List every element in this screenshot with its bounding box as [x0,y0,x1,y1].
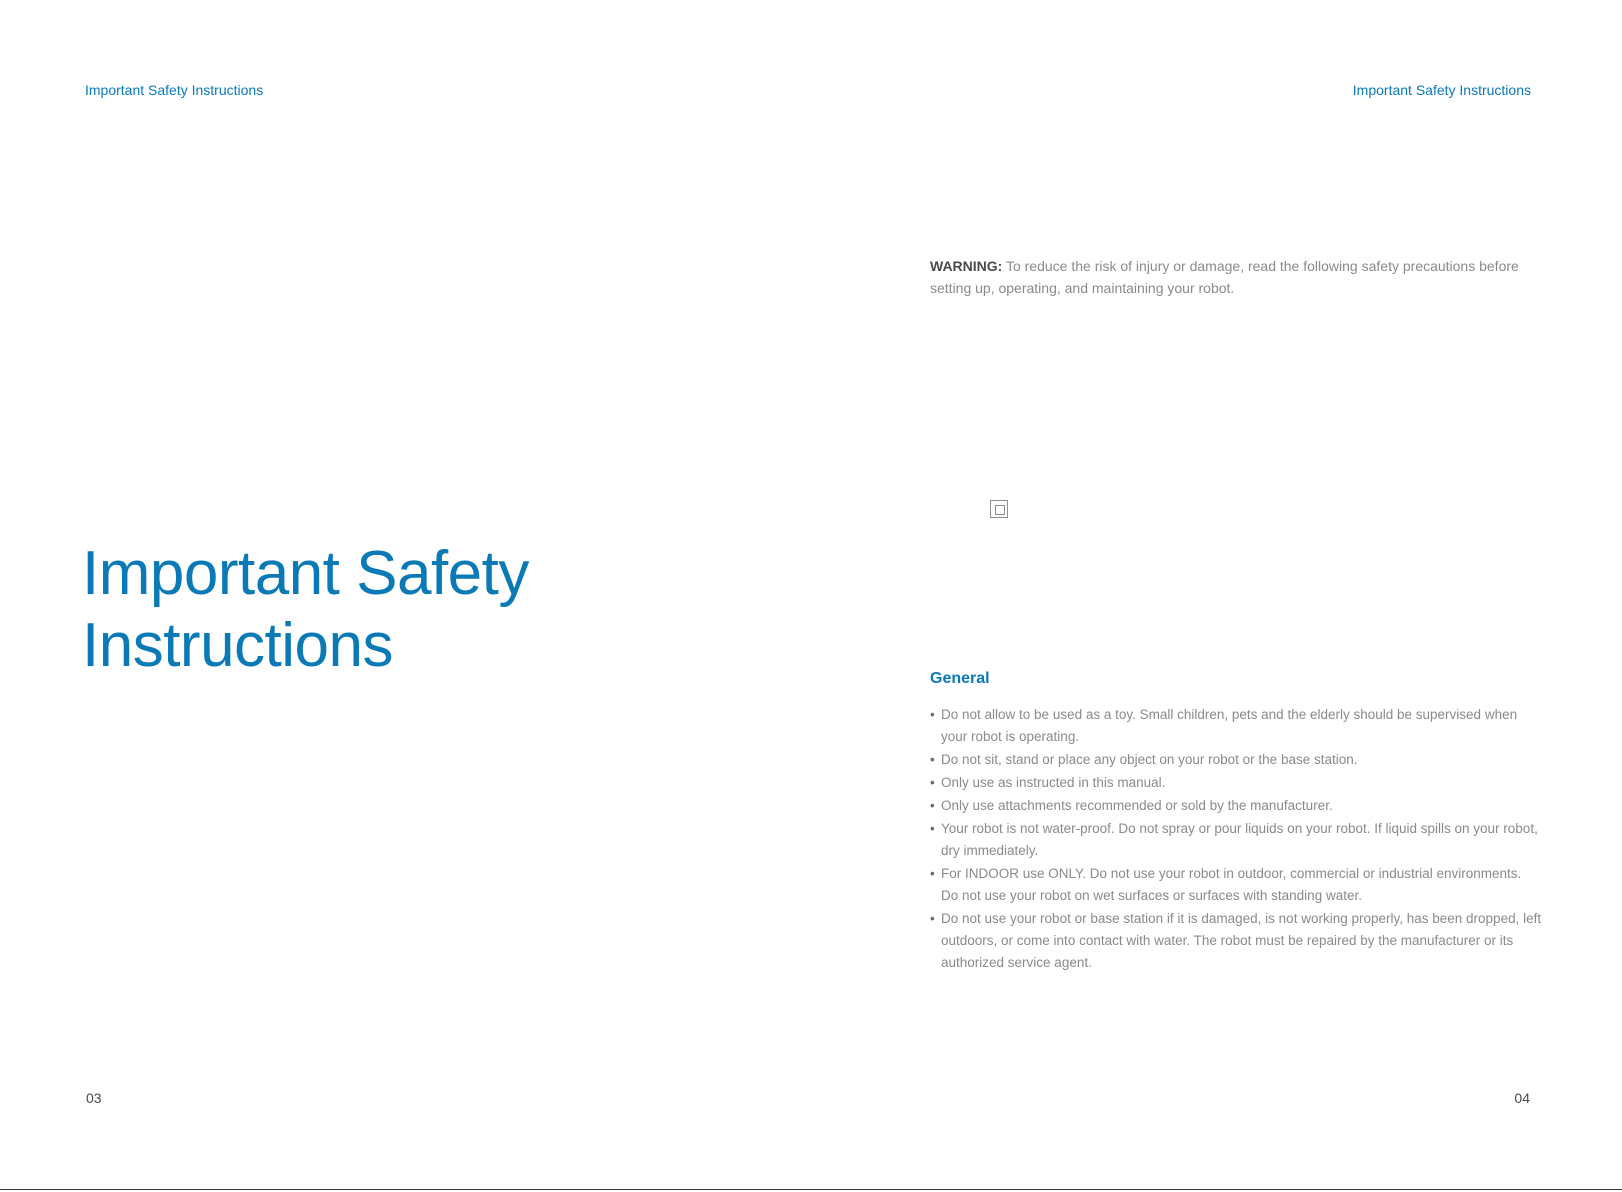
rule-item [930,704,1542,748]
bullet-icon: • [930,707,935,722]
rule-item [930,795,1542,817]
rule-item [930,818,1542,862]
right-page-number: 04 [1514,1090,1530,1106]
bullet-icon: • [930,866,935,881]
left-page-number: 03 [86,1090,102,1106]
rule-item [930,772,1542,794]
rule-item [930,908,1542,974]
section-title-general: General [930,670,990,687]
warning-paragraph [930,255,1530,299]
rule-text: Do not allow to be used as a toy. Small children, pets and the elderly should be supervised when your robot is operating. [941,707,1518,744]
bullet-icon: • [930,911,935,926]
general-rules-list [930,704,1542,975]
rule-text: Do not use your robot or base station if it is damaged, is not working properly, has been dropped, left outdoors, or come into contact with water. The robot must be repaired by the manufacturer or its authorized service agent. [941,911,1542,970]
rule-text: Your robot is not water-proof. Do not spray or pour liquids on your robot. If liquid spills on your robot, dry immediately. [941,821,1538,858]
rule-text: Only use attachments recommended or sold by the manufacturer. [941,798,1333,813]
right-running-header: Important Safety Instructions [1352,82,1531,98]
double-insulation-inner-square [995,505,1005,515]
bottom-divider [0,1189,1622,1190]
rule-text: Do not sit, stand or place any object on your robot or the base station. [941,752,1358,767]
double-insulation-icon [990,500,1008,518]
chapter-title-line-2: Instructions [82,611,394,680]
rule-item [930,749,1542,771]
chapter-title [82,538,529,682]
warning-text: To reduce the risk of injury or damage, read the following safety precautions before setting up, operating, and maintaining your robot. [930,258,1519,296]
bullet-icon: • [930,775,935,790]
chapter-title-line-1: Important Safety [82,539,529,608]
bullet-icon: • [930,752,935,767]
bullet-icon: • [930,798,935,813]
bullet-icon: • [930,821,935,836]
left-running-header: Important Safety Instructions [85,82,264,98]
rule-text: For INDOOR use ONLY. Do not use your robot in outdoor, commercial or industrial environments. Do not use your robot on wet surfaces or surfaces with standing water. [941,866,1522,903]
warning-label: WARNING: [930,258,1003,274]
rule-item [930,863,1542,907]
rule-text: Only use as instructed in this manual. [941,775,1166,790]
